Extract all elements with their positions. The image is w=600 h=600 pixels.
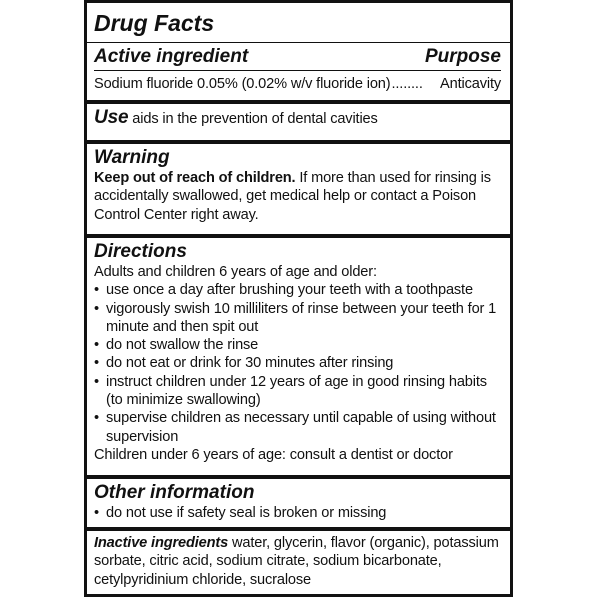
- list-item: • do not swallow the rinse: [94, 337, 259, 354]
- other-information-section: [87, 482, 510, 522]
- bullet: •: [94, 505, 99, 521]
- bullet: •: [94, 373, 99, 390]
- warning-section: [87, 147, 510, 224]
- active-header-row: [94, 46, 501, 68]
- other-information-heading: Other information: [94, 482, 255, 503]
- directions-outro: Children under 6 years of age: consult a dentist or doctor: [94, 446, 453, 463]
- inactive-ingredients-heading: Inactive ingredients: [94, 535, 229, 551]
- list-item: • vigorously swish 10 milliliters of rinse between your teeth for 1 minute and then spit out: [94, 300, 497, 335]
- list-item: • supervise children as necessary until capable of using without supervision: [94, 410, 496, 445]
- drug-facts-title: Drug Facts: [94, 10, 215, 36]
- drug-facts-panel: [84, 0, 513, 597]
- divider: [87, 100, 510, 104]
- purpose-heading: Purpose: [424, 46, 501, 67]
- warning-heading: Warning: [94, 147, 170, 168]
- inactive-ingredients-section: [87, 534, 510, 589]
- divider: [87, 140, 510, 144]
- list-item: • use once a day after brushing your teeth with a toothpaste: [94, 282, 473, 299]
- divider: [87, 42, 510, 43]
- active-ingredient-row: [87, 75, 510, 93]
- list-item: • do not use if safety seal is broken or missing: [94, 505, 387, 521]
- title-section: [87, 10, 510, 36]
- directions-intro: Adults and children 6 years of age and older:: [94, 264, 377, 280]
- use-section: [87, 109, 510, 128]
- bullet: •: [94, 300, 99, 317]
- active-ingredient-heading: Active ingredient: [94, 46, 249, 67]
- active-ingredient-section: [87, 46, 510, 68]
- use-heading: Use: [94, 107, 129, 128]
- divider: [87, 234, 510, 238]
- divider: [87, 527, 510, 531]
- divider: [94, 70, 501, 71]
- directions-section: [87, 241, 510, 464]
- directions-heading: Directions: [94, 241, 187, 262]
- bullet: •: [94, 282, 99, 299]
- bullet: •: [94, 410, 99, 427]
- bullet: •: [94, 337, 99, 354]
- list-item: • instruct children under 12 years of age in good rinsing habits (to minimize swallowing): [94, 373, 487, 409]
- leader-dots: ........: [391, 76, 423, 92]
- inactive-ingredients-text: water, glycerin, flavor (organic), potassium sorbate, citric acid, sodium citrate, sodium bicarbonate, cetylpyridinium chloride, sucralose: [94, 535, 499, 588]
- active-ingredient-text: Sodium fluoride 0.05% (0.02% w/v fluoride ion): [94, 76, 391, 92]
- list-item: • do not eat or drink for 30 minutes after rinsing: [94, 355, 394, 372]
- use-text: aids in the prevention of dental cavities: [128, 111, 378, 127]
- warning-bold-text: Keep out of reach of children.: [94, 170, 296, 186]
- bullet: •: [94, 355, 99, 372]
- purpose-text: Anticavity: [440, 76, 501, 92]
- divider: [87, 475, 510, 479]
- warning-text: [94, 169, 501, 224]
- warning-body-text: If more than used for rinsing is accidentally swallowed, get medical help or contact a Poison Control Center right away.: [94, 170, 491, 223]
